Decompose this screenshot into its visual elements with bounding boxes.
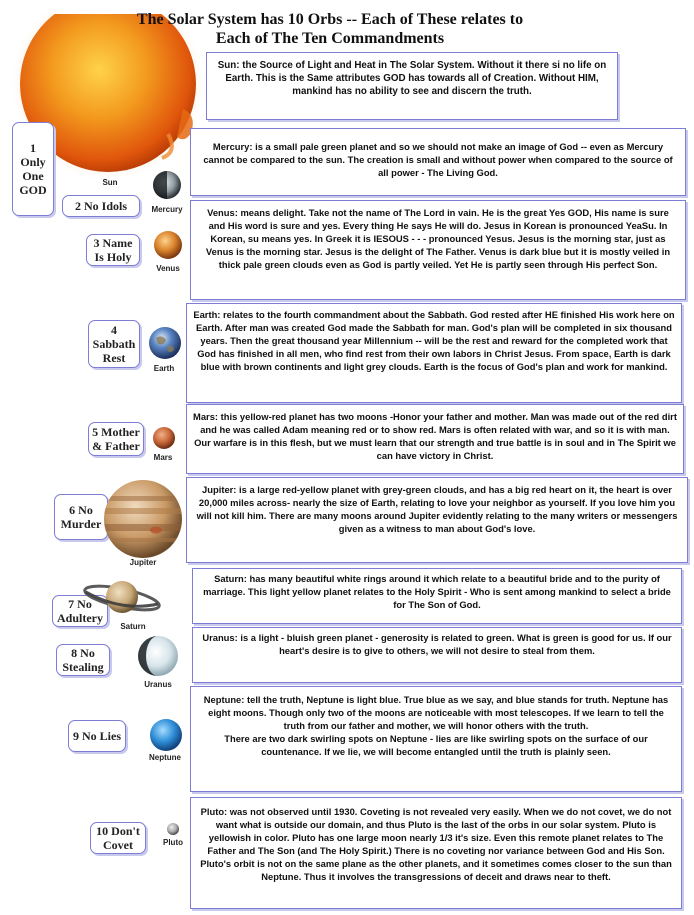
sun-description: Sun: the Source of Light and Heat in The Solar System. Without it there si no life on Earth. This is the Same attributes GOD has towards all of Creation. Without HIM, mankind has no ability to see and discern the truth. xyxy=(206,52,618,120)
pluto-planet-image xyxy=(166,822,180,836)
commandment-7-label: 7 No Adultery xyxy=(52,595,108,627)
commandment-5-label: 5 Mother & Father xyxy=(88,422,144,456)
commandment-9-label: 9 No Lies xyxy=(68,720,126,752)
page-title: The Solar System has 10 Orbs -- Each of These relates to Each of The Ten Commandments xyxy=(136,11,524,47)
mars-planet-image xyxy=(152,426,176,450)
pluto-name: Pluto xyxy=(163,838,183,847)
commandment-1-label: 1 Only One GOD xyxy=(12,122,54,216)
mars-description: Mars: this yellow-red planet has two moons -Honor your father and mother. Man was made out of the red dirt and he was called Adam meaning red or to show red. Mars is often related with war, and so it is with man. Our warfare is in this flesh, but we must learn that our strength and true battle is in soul and in The Spirit we can have victory in Christ. xyxy=(186,404,684,474)
mars-name: Mars xyxy=(153,453,173,462)
mercury-planet-image xyxy=(152,170,182,200)
saturn-description: Saturn: has many beautiful white rings around it which relate to a beautiful bride and to the purity of marriage. This light yellow planet relates to the Holy Spirit - Who is sent among mankind to select a bride for The Son of God. xyxy=(192,568,682,624)
jupiter-name: Jupiter xyxy=(129,558,157,567)
venus-description: Venus: means delight. Take not the name of The Lord in vain. He is the great Yes GOD, His name is sure and His word is sure and yes. Every thing He says He will do. Jesus in Korean is pronounced YeaSu. In Korean, su means yes. In Greek it is IESOUS - - - pronounced Yesus. Jesus is the morning star, just as Venus is the morning star. Jesus is the delight of The Father. Venus is dark blue but it is mostly veiled in thick pale green clouds even as God is partly veiled. Yet He is partly seen through His perfect Son. xyxy=(190,200,686,300)
mercury-name: Mercury xyxy=(151,205,183,214)
neptune-planet-image xyxy=(149,718,183,752)
venus-name: Venus xyxy=(156,264,180,273)
commandment-10-label: 10 Don't Covet xyxy=(90,822,146,854)
commandment-4-label: 4 Sabbath Rest xyxy=(88,320,140,368)
sun-name: Sun xyxy=(102,178,118,187)
neptune-name: Neptune xyxy=(149,753,181,762)
uranus-planet-image xyxy=(136,634,180,678)
jupiter-planet-image xyxy=(102,478,184,560)
jupiter-description: Jupiter: is a large red-yellow planet with grey-green clouds, and has a big red heart on it, the heart is over 20,000 miles across- nearly the size of Earth, relating to love your neighbor as yourself. If you love him you will not kill him. There are many moons around Jupiter evidently relating to the many writers or messengers given as a witness to man about God's love. xyxy=(186,477,688,563)
uranus-description: Uranus: is a light - bluish green planet - generosity is related to green. What is green is good for us. If our heart's desire is to give to others, we will not desire to steal from them. xyxy=(192,627,682,683)
commandment-3-label: 3 Name Is Holy xyxy=(86,234,140,266)
saturn-name: Saturn xyxy=(120,622,146,631)
pluto-description: Pluto: was not observed until 1930. Coveting is not revealed very easily. When we do not covet, we do not want what is outside our domain, and thus Pluto is the last of the orbs in our solar system. Pluto is yellowish in color. Pluto has one large moon nearly 1/3 it's size. Even this remote planet relates to The Father and The Son (and The Holy Spirit.) There is no coveting nor variance between God and His Son. Pluto's orbit is not on the same plane as the other planets, and it sometimes comes closer to the sun than Neptune. Thus it involves the transgressions of deceit and draws near to theft. xyxy=(190,797,682,909)
commandment-6-label: 6 No Murder xyxy=(54,494,108,540)
earth-name: Earth xyxy=(153,364,175,373)
earth-description: Earth: relates to the fourth commandment about the Sabbath. God rested after HE finished His work here on Earth. After man was created God made the Sabbath for man. God's plan will be completed in six thousand years. Then the great thousand year Millennium -- will be the rest and reward for the completed work that God has finished in all men, who find rest from their own labors in Christ Jesus. From space, Earth is dark blue with brown continents and light grey clouds. Earth is the focus of God's plan and work for mankind. xyxy=(186,303,682,403)
mercury-description: Mercury: is a small pale green planet and so we should not make an image of God -- even as Mercury cannot be compared to the sun. The creation is small and without power when compared to the source of all power - The Living God. xyxy=(190,128,686,196)
saturn-planet-image xyxy=(82,572,162,622)
earth-planet-image xyxy=(148,326,182,360)
neptune-description: Neptune: tell the truth, Neptune is light blue. True blue as we say, and blue stands for truth. Neptune has eight moons. Though only two of the moons are noticeable with most telescopes. If we learn to tell the truth from our father and mother, we will honor others with the truth. There are two dark swirling spots on Neptune - lies are like swirling spots on the surface of our countenance. If we lie, we will become entangled until the truth is plainly seen. xyxy=(190,686,682,792)
uranus-name: Uranus xyxy=(144,680,172,689)
commandment-2-label: 2 No Idols xyxy=(62,195,140,217)
venus-planet-image xyxy=(153,230,183,260)
commandment-8-label: 8 No Stealing xyxy=(56,644,110,676)
